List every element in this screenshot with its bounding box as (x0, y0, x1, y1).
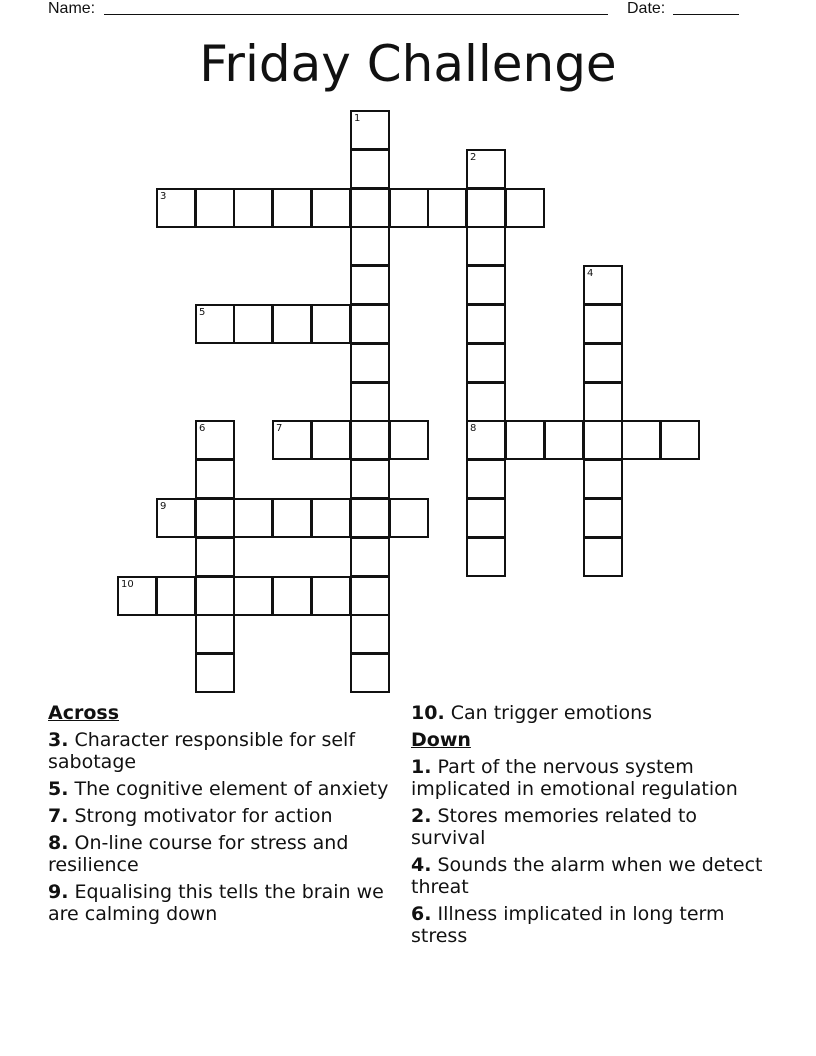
crossword-cell[interactable] (350, 265, 390, 305)
clue-number: 3. (48, 729, 69, 751)
crossword-cell[interactable] (195, 614, 235, 654)
crossword-cell[interactable] (311, 188, 351, 228)
crossword-cell[interactable] (350, 614, 390, 654)
clue-number: 4. (411, 854, 432, 876)
crossword-cell[interactable] (350, 343, 390, 383)
crossword-cell[interactable] (350, 188, 390, 228)
across-clue (48, 805, 393, 827)
cell-number: 3 (160, 191, 167, 202)
crossword-cell[interactable] (583, 382, 623, 422)
crossword-cell[interactable] (466, 188, 506, 228)
clue-number: 2. (411, 805, 432, 827)
crossword-cell[interactable] (350, 304, 390, 344)
crossword-cell[interactable] (311, 498, 351, 538)
cell-number: 4 (587, 268, 594, 279)
clue-number: 10. (411, 702, 445, 724)
clue-number: 6. (411, 903, 432, 925)
clue-text: Illness implicated in long term stress (411, 903, 725, 947)
crossword-cell[interactable] (583, 459, 623, 499)
crossword-cell[interactable] (117, 576, 157, 616)
crossword-cell[interactable] (272, 420, 312, 460)
crossword-cell[interactable] (583, 537, 623, 577)
crossword-cell[interactable] (233, 304, 273, 344)
crossword-cell[interactable] (466, 537, 506, 577)
clues-right-column (411, 702, 771, 952)
down-heading: Down (411, 729, 471, 751)
crossword-cell[interactable] (195, 459, 235, 499)
crossword-cell[interactable] (195, 498, 235, 538)
clue-text: On-line course for stress and resilience (48, 832, 349, 876)
crossword-cell[interactable] (350, 382, 390, 422)
crossword-cell[interactable] (272, 498, 312, 538)
crossword-cell[interactable] (311, 420, 351, 460)
clue-text: Strong motivator for action (74, 805, 333, 827)
crossword-cell[interactable] (350, 149, 390, 189)
across-clue (48, 832, 393, 876)
crossword-cell[interactable] (389, 188, 429, 228)
clue-text: Equalising this tells the brain we are calming down (48, 881, 384, 925)
crossword-cell[interactable] (660, 420, 700, 460)
clue-text: Can trigger emotions (450, 702, 653, 724)
crossword-cell[interactable] (544, 420, 584, 460)
crossword-cell[interactable] (233, 498, 273, 538)
crossword-cell[interactable] (466, 343, 506, 383)
crossword-cell[interactable] (583, 343, 623, 383)
crossword-cell[interactable] (195, 537, 235, 577)
across-heading: Across (48, 702, 120, 724)
crossword-cell[interactable] (466, 498, 506, 538)
cell-number: 5 (199, 307, 206, 318)
crossword-cell[interactable] (350, 459, 390, 499)
crossword-cell[interactable] (350, 498, 390, 538)
cell-number: 8 (470, 423, 477, 434)
cell-number: 2 (470, 152, 477, 163)
crossword-cell[interactable] (466, 149, 506, 189)
across-clue (48, 778, 393, 800)
clue-text: Part of the nervous system implicated in emotional regulation (411, 756, 738, 800)
crossword-cell[interactable] (427, 188, 467, 228)
crossword-cell[interactable] (583, 420, 623, 460)
crossword-cell[interactable] (195, 653, 235, 693)
crossword-cell[interactable] (350, 420, 390, 460)
across-clue (48, 881, 393, 925)
down-clue (411, 756, 771, 800)
clue-number: 9. (48, 881, 69, 903)
clue-number: 5. (48, 778, 69, 800)
cell-number: 9 (160, 501, 167, 512)
clue-text: Sounds the alarm when we detect threat (411, 854, 763, 898)
crossword-cell[interactable] (233, 188, 273, 228)
crossword-cell[interactable] (466, 304, 506, 344)
crossword-cell[interactable] (195, 420, 235, 460)
down-clue (411, 854, 771, 898)
date-label: Date: (627, 0, 666, 17)
crossword-cell[interactable] (195, 304, 235, 344)
clue-number: 7. (48, 805, 69, 827)
name-label: Name: (48, 0, 96, 17)
crossword-cell[interactable] (350, 653, 390, 693)
crossword-cell[interactable] (505, 188, 545, 228)
crossword-cell[interactable] (466, 382, 506, 422)
down-clue (411, 805, 771, 849)
clues-left-column (48, 702, 393, 930)
crossword-cell[interactable] (350, 110, 390, 150)
crossword-cell[interactable] (583, 265, 623, 305)
crossword-cell[interactable] (505, 420, 545, 460)
clue-text: Character responsible for self sabotage (48, 729, 356, 773)
crossword-cell[interactable] (272, 304, 312, 344)
crossword-cell[interactable] (156, 576, 196, 616)
cell-number: 6 (199, 423, 206, 434)
crossword-cell[interactable] (466, 265, 506, 305)
cell-number: 10 (121, 579, 134, 590)
clue-number: 1. (411, 756, 432, 778)
crossword-cell[interactable] (272, 576, 312, 616)
crossword-cell[interactable] (583, 498, 623, 538)
crossword-cell[interactable] (233, 576, 273, 616)
crossword-cell[interactable] (272, 188, 312, 228)
cell-number: 1 (354, 113, 361, 124)
across-clue (411, 702, 771, 724)
crossword-cell[interactable] (389, 420, 429, 460)
across-clue (48, 729, 393, 773)
crossword-cell[interactable] (466, 420, 506, 460)
down-clue (411, 903, 771, 947)
crossword-cell[interactable] (389, 498, 429, 538)
crossword-cell[interactable] (466, 459, 506, 499)
crossword-cell[interactable] (156, 188, 196, 228)
crossword-cell[interactable] (466, 226, 506, 266)
crossword-cell[interactable] (195, 576, 235, 616)
clue-text: Stores memories related to survival (411, 805, 698, 849)
clue-text: The cognitive element of anxiety (74, 778, 389, 800)
crossword-cell[interactable] (621, 420, 661, 460)
crossword-cell[interactable] (311, 576, 351, 616)
page-title: Friday Challenge (199, 35, 617, 93)
crossword-cell[interactable] (350, 537, 390, 577)
crossword-cell[interactable] (350, 226, 390, 266)
crossword-cell[interactable] (583, 304, 623, 344)
clue-number: 8. (48, 832, 69, 854)
cell-number: 7 (276, 423, 283, 434)
crossword-cell[interactable] (195, 188, 235, 228)
crossword-cell[interactable] (156, 498, 196, 538)
crossword-cell[interactable] (350, 576, 390, 616)
crossword-cell[interactable] (311, 304, 351, 344)
